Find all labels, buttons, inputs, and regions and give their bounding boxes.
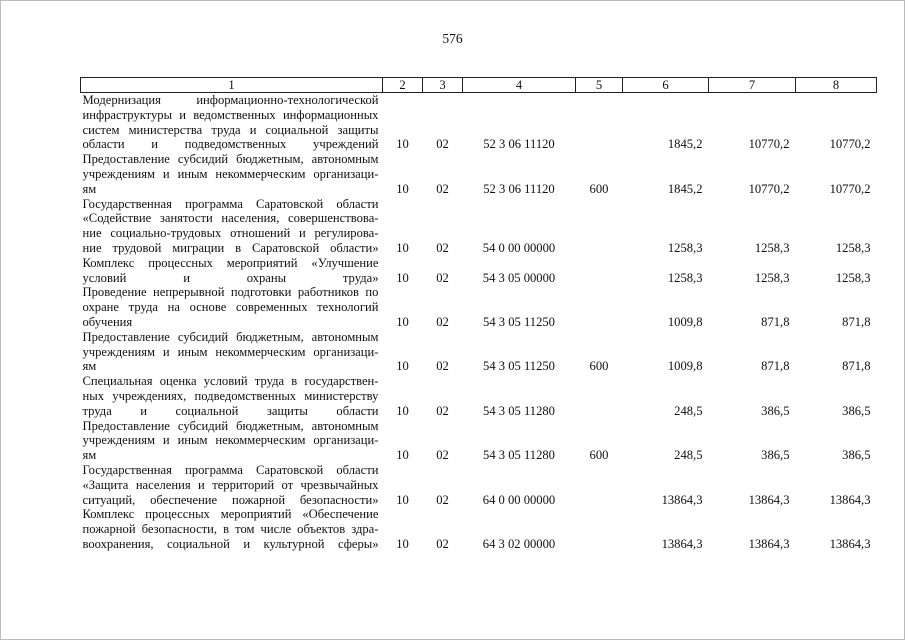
description-line: Государственная программа Саратовской области bbox=[82, 196, 379, 211]
table-row bbox=[81, 507, 877, 551]
row-description bbox=[81, 256, 383, 286]
table-row bbox=[81, 285, 877, 329]
description-line: ям bbox=[82, 181, 97, 196]
cell-subsection: 02 bbox=[436, 448, 449, 463]
description-line: Предоставление субсидий бюджетным, автономным bbox=[82, 329, 379, 344]
cell-subsection: 02 bbox=[436, 536, 449, 551]
cell-target-article: 54 3 05 11280 bbox=[483, 448, 555, 463]
cell-amount-col8: 871,8 bbox=[842, 314, 871, 329]
cell-section: 10 bbox=[396, 137, 409, 152]
col-header-2: 2 bbox=[383, 78, 423, 93]
cell-target-article: 54 3 05 11250 bbox=[483, 314, 555, 329]
description-line: области и подведомственных учреждений bbox=[82, 137, 379, 152]
row-description bbox=[81, 419, 383, 463]
description-line: «Защита населения и территорий от чрезвычайных bbox=[82, 477, 379, 492]
description-line: охране труда на основе современных технологий bbox=[82, 300, 379, 315]
table-row bbox=[81, 419, 877, 463]
row-description bbox=[81, 330, 383, 374]
cell-amount-col7: 871,8 bbox=[761, 359, 790, 374]
cell-amount-col7: 13864,3 bbox=[748, 536, 790, 551]
description-line: Специальная оценка условий труда в государствен- bbox=[82, 374, 379, 389]
cell-amount-col8: 1258,3 bbox=[835, 270, 871, 285]
table-row bbox=[81, 463, 877, 507]
cell-target-article: 64 0 00 00000 bbox=[482, 492, 556, 507]
cell-expense-type bbox=[576, 197, 623, 256]
description-line: Проведение непрерывной подготовки работников по bbox=[82, 285, 379, 300]
table-row bbox=[81, 197, 877, 256]
cell-subsection: 02 bbox=[436, 137, 449, 152]
table-row bbox=[81, 256, 877, 286]
cell-amount-col7: 10770,2 bbox=[748, 137, 790, 152]
cell-subsection: 02 bbox=[436, 403, 449, 418]
table-row bbox=[81, 152, 877, 196]
cell-amount-col7: 386,5 bbox=[761, 403, 790, 418]
header-row bbox=[81, 78, 877, 93]
cell-amount-col8: 1258,3 bbox=[835, 240, 871, 255]
col-header-3: 3 bbox=[423, 78, 463, 93]
description-line: воохранения, социальной и культурной сферы» bbox=[82, 536, 379, 551]
col-header-1: 1 bbox=[81, 78, 383, 93]
cell-target-article: 52 3 06 11120 bbox=[483, 181, 555, 196]
description-line: Комплекс процессных мероприятий «Обеспечение bbox=[82, 507, 379, 522]
cell-amount-col6: 1009,8 bbox=[667, 359, 703, 374]
row-description bbox=[81, 285, 383, 329]
cell-amount-col8: 10770,2 bbox=[829, 181, 871, 196]
col-header-8: 8 bbox=[796, 78, 877, 93]
description-line: обучения bbox=[82, 314, 133, 329]
description-line: ям bbox=[82, 359, 97, 374]
description-line: условий и охраны труда» bbox=[82, 270, 379, 285]
cell-subsection: 02 bbox=[436, 181, 449, 196]
cell-subsection: 02 bbox=[436, 240, 449, 255]
cell-amount-col6: 1258,3 bbox=[667, 240, 703, 255]
cell-section: 10 bbox=[396, 536, 409, 551]
cell-amount-col7: 871,8 bbox=[761, 314, 790, 329]
description-line: ние трудовой миграции в Саратовской области» bbox=[82, 240, 379, 255]
cell-expense-type bbox=[576, 256, 623, 286]
row-description bbox=[81, 463, 383, 507]
row-description bbox=[81, 93, 383, 153]
description-line: учреждениям и иным некоммерческим организаци- bbox=[82, 166, 379, 181]
col-header-6: 6 bbox=[623, 78, 709, 93]
cell-target-article: 54 3 05 00000 bbox=[482, 270, 556, 285]
description-line: учреждениям и иным некоммерческим организаци- bbox=[82, 433, 379, 448]
cell-section: 10 bbox=[396, 448, 409, 463]
cell-expense-type bbox=[576, 93, 623, 153]
cell-amount-col6: 1845,2 bbox=[667, 137, 703, 152]
description-line: ных учреждениях, подведомственных министерству bbox=[82, 388, 379, 403]
description-line: учреждениям и иным некоммерческим организаци- bbox=[82, 344, 379, 359]
cell-amount-col7: 13864,3 bbox=[748, 492, 790, 507]
description-line: труда и социальной защиты области bbox=[82, 403, 379, 418]
cell-amount-col6: 248,5 bbox=[674, 403, 703, 418]
table-row bbox=[81, 374, 877, 418]
col-header-7: 7 bbox=[709, 78, 796, 93]
description-line: инфраструктуры и ведомственных информационных bbox=[82, 107, 379, 122]
description-line: ситуаций, обеспечение пожарной безопасности» bbox=[82, 492, 379, 507]
cell-expense-type: 600 bbox=[589, 181, 609, 196]
cell-amount-col6: 13864,3 bbox=[661, 492, 703, 507]
cell-amount-col7: 1258,3 bbox=[754, 270, 790, 285]
cell-amount-col8: 10770,2 bbox=[829, 137, 871, 152]
cell-section: 10 bbox=[396, 240, 409, 255]
cell-amount-col6: 1009,8 bbox=[667, 314, 703, 329]
cell-amount-col6: 1845,2 bbox=[667, 181, 703, 196]
cell-amount-col8: 386,5 bbox=[842, 448, 871, 463]
cell-expense-type bbox=[576, 285, 623, 329]
cell-target-article: 54 0 00 00000 bbox=[482, 240, 556, 255]
cell-amount-col8: 13864,3 bbox=[829, 536, 871, 551]
budget-table bbox=[80, 77, 877, 552]
cell-section: 10 bbox=[396, 270, 409, 285]
cell-target-article: 54 3 05 11250 bbox=[483, 359, 555, 374]
cell-target-article: 52 3 06 11120 bbox=[483, 137, 555, 152]
page-number: 576 bbox=[442, 31, 463, 46]
cell-subsection: 02 bbox=[436, 492, 449, 507]
description-line: Модернизация информационно-технологической bbox=[82, 93, 379, 107]
description-line: пожарной безопасности, в том числе объектов здра- bbox=[82, 522, 379, 537]
description-line: «Содействие занятости населения, совершенствова- bbox=[82, 211, 379, 226]
description-line: Комплекс процессных мероприятий «Улучшение bbox=[82, 255, 379, 270]
table-row bbox=[81, 330, 877, 374]
cell-expense-type bbox=[576, 507, 623, 551]
cell-amount-col6: 13864,3 bbox=[661, 536, 703, 551]
description-line: ям bbox=[82, 448, 97, 463]
row-description bbox=[81, 197, 383, 256]
description-line: Предоставление субсидий бюджетным, автономным bbox=[82, 152, 379, 167]
cell-amount-col8: 871,8 bbox=[842, 359, 871, 374]
cell-amount-col6: 1258,3 bbox=[667, 270, 703, 285]
cell-expense-type: 600 bbox=[589, 359, 609, 374]
cell-amount-col7: 1258,3 bbox=[754, 240, 790, 255]
cell-subsection: 02 bbox=[436, 359, 449, 374]
cell-section: 10 bbox=[396, 181, 409, 196]
cell-section: 10 bbox=[396, 492, 409, 507]
row-description bbox=[81, 374, 383, 418]
row-description bbox=[81, 152, 383, 196]
cell-target-article: 54 3 05 11280 bbox=[483, 403, 555, 418]
description-line: Государственная программа Саратовской области bbox=[82, 462, 379, 477]
cell-amount-col6: 248,5 bbox=[674, 448, 703, 463]
cell-amount-col8: 386,5 bbox=[842, 403, 871, 418]
description-line: Предоставление субсидий бюджетным, автономным bbox=[82, 418, 379, 433]
cell-expense-type bbox=[576, 463, 623, 507]
cell-section: 10 bbox=[396, 403, 409, 418]
cell-amount-col7: 386,5 bbox=[761, 448, 790, 463]
description-line: ние социально-трудовых отношений и регулирова- bbox=[82, 226, 379, 241]
col-header-5: 5 bbox=[576, 78, 623, 93]
cell-subsection: 02 bbox=[436, 314, 449, 329]
cell-section: 10 bbox=[396, 314, 409, 329]
cell-amount-col7: 10770,2 bbox=[748, 181, 790, 196]
cell-amount-col8: 13864,3 bbox=[829, 492, 871, 507]
cell-target-article: 64 3 02 00000 bbox=[482, 536, 556, 551]
description-line: систем министерства труда и социальной защиты bbox=[82, 122, 379, 137]
table-row bbox=[81, 93, 877, 153]
cell-section: 10 bbox=[396, 359, 409, 374]
row-description bbox=[81, 507, 383, 551]
cell-expense-type: 600 bbox=[589, 448, 609, 463]
col-header-4: 4 bbox=[463, 78, 576, 93]
cell-subsection: 02 bbox=[436, 270, 449, 285]
cell-expense-type bbox=[576, 374, 623, 418]
